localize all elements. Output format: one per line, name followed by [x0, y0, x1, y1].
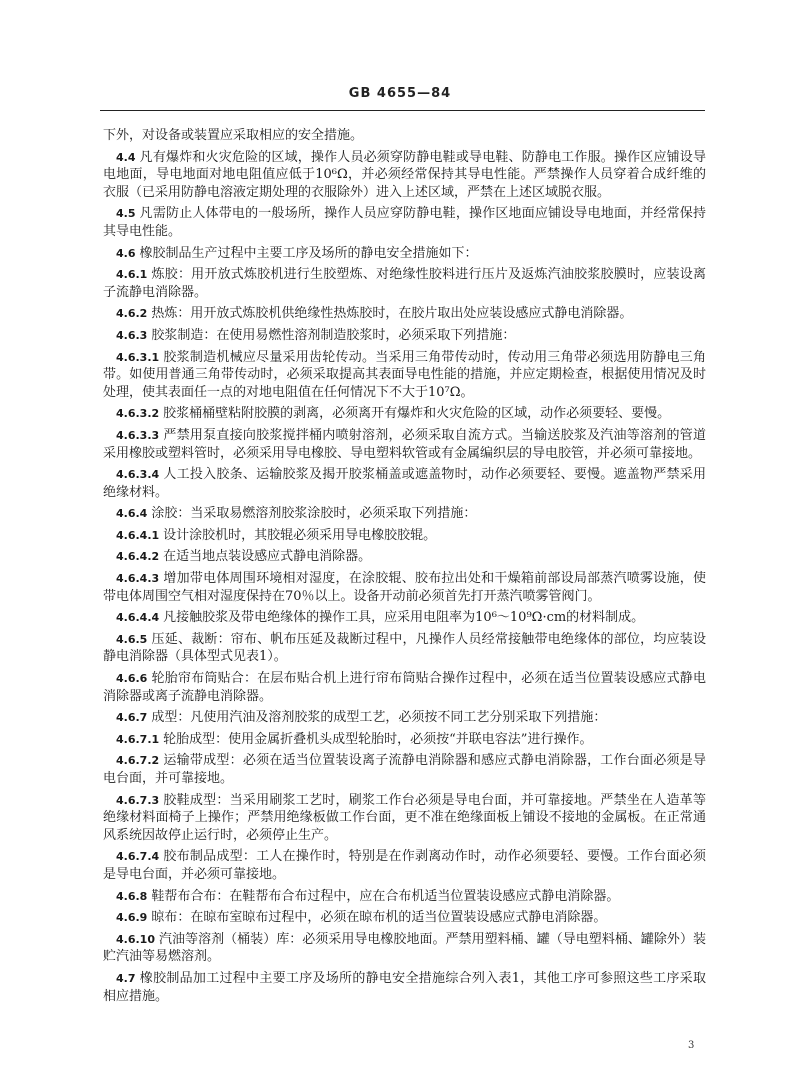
clause-number: 4.7: [116, 971, 136, 985]
paragraph-text: 汽油等溶剂（桶装）库：必须采用导电橡胶地面。严禁用塑料桶、罐（导电塑料桶、罐除外）装贮汽油等易燃溶剂。: [103, 931, 706, 965]
clause-number: 4.6.3: [116, 328, 148, 342]
clause-number: 4.6.3.4: [116, 468, 160, 482]
paragraph-text: 涂胶：当采取易燃溶剂胶浆涂胶时，必须采取下列措施：: [151, 506, 477, 522]
paragraph: [103, 505, 706, 523]
paragraph-text: 轮胎成型：使用金属折叠机头成型轮胎时，必须按“并联电容法”进行操作。: [163, 731, 593, 747]
paragraph-text: 在适当地点装设感应式静电消除器。: [163, 549, 372, 565]
paragraph: [103, 609, 706, 627]
paragraph: [103, 405, 706, 423]
paragraph-text: 设计涂胶机时，其胶辊必须采用导电橡胶胶辊。: [163, 527, 437, 543]
clause-number: 4.6.1: [116, 268, 148, 282]
clause-number: 4.6.5: [116, 632, 148, 646]
paragraph: [103, 205, 706, 240]
paragraph: [103, 631, 706, 666]
paragraph: [103, 709, 706, 727]
paragraph: [103, 127, 706, 145]
paragraph-text: 凡接触胶浆及带电绝缘体的操作工具，应采用电阻率为10⁶～10⁹Ω·cm的材料制成。: [163, 610, 645, 626]
paragraph-text: 胶浆制造机械应尽量采用齿轮传动。当采用三角带传动时，传动用三角带必须选用防静电三角带。如使用普通三角带传动时，必须采取提高其表面导电性能的措施，并应定期检查，根据使用情况及时处理，使其表面任一点的对地电阻值在任何情况下不大于10⁷Ω。: [103, 349, 706, 400]
paragraph-text: 橡胶制品加工过程中主要工序及场所的静电安全措施综合列入表1，其他工序可参照这些工序采取相应措施。: [103, 970, 706, 1004]
paragraph-text: 胶布制品成型：工人在操作时，特别是在作剥离动作时，动作必须要轻、要慢。工作台面必须是导电台面，并必须可靠接地。: [103, 849, 706, 882]
paragraph: [103, 266, 706, 301]
paragraph: [103, 548, 706, 566]
clause-number: 4.6.6: [116, 672, 148, 686]
clause-number: 4.6.7.2: [116, 754, 160, 768]
paragraph-text: 增加带电体周围环境相对湿度，在涂胶辊、胶布拉出处和干燥箱前部设局部蒸汽喷雾设施，使带电体周围空气相对湿度保持在70％以上。设备开动前必须首先打开蒸汽喷雾管阀门。: [103, 571, 706, 604]
paragraph-text: 严禁用泵直接向胶浆搅拌桶内喷射溶剂，必须采取自流方式。当输送胶浆及汽油等溶剂的管道采用橡胶或塑料管时，必须采用导电橡胶、导电塑料软管或有金属编织层的导电胶管，并必须可靠接地。: [103, 427, 706, 461]
paragraph-text: 晾布：在晾布室晾布过程中，必须在晾布机的适当位置装设感应式静电消除器。: [151, 910, 607, 926]
paragraph-text: 鞋帮布合布：在鞋帮布合布过程中，应在合布机适当位置装设感应式静电消除器。: [151, 888, 620, 904]
clause-number: 4.6.7.1: [116, 732, 160, 746]
clause-number: 4.6.7.3: [116, 793, 160, 807]
paragraph-text: 人工投入胶条、运输胶浆及揭开胶浆桶盖或遮盖物时，动作必须要轻、要慢。遮盖物严禁采用绝缘材料。: [103, 467, 706, 500]
clause-number: 4.6.3.3: [116, 428, 160, 442]
paragraph: [103, 931, 706, 966]
paragraph: [103, 909, 706, 927]
paragraph-text: 下外，对设备或装置应采取相应的安全措施。: [103, 128, 364, 143]
clause-number: 4.4: [116, 150, 136, 164]
clause-number: 4.6.2: [116, 307, 148, 321]
paragraph: [103, 731, 706, 749]
paragraph-text: 炼胶：用开放式炼胶机进行生胶塑炼、对绝缘性胶料进行压片及返炼汽油胶浆胶膜时，应装设离子流静电消除器。: [103, 267, 706, 300]
document-body: [103, 127, 706, 1009]
paragraph: [103, 149, 706, 202]
paragraph-text: 凡有爆炸和火灾危险的区域，操作人员必须穿防静电鞋或导电鞋、防静电工作服。操作区应铺设导电地面，导电地面对地电阻值应低于10⁶Ω，并必须经常保持其导电性能。严禁操作人员穿着合成纤维的衣服（已采用防静电溶液定期处理的衣服除外）进入上述区域，严禁在上述区域脱衣服。: [103, 149, 706, 200]
clause-number: 4.6.4: [116, 507, 148, 521]
paragraph-text: 成型：凡使用汽油及溶剂胶浆的成型工艺，必须按不同工艺分别采取下列措施：: [151, 710, 607, 726]
clause-number: 4.6: [116, 246, 136, 260]
paragraph-text: 运输带成型：必须在适当位置装设离子流静电消除器和感应式静电消除器，工作台面必须是导电台面，并可靠接地。: [103, 753, 706, 786]
paragraph-text: 压延、裁断：帘布、帆布压延及裁断过程中，凡操作人员经常接触带电绝缘体的部位，均应装设静电消除器（具体型式见表1）。: [103, 631, 706, 665]
paragraph: [103, 792, 706, 845]
clause-number: 4.6.9: [116, 911, 148, 925]
paragraph-text: 热炼：用开放式炼胶机供绝缘性热炼胶时，在胶片取出处应装设感应式静电消除器。: [151, 306, 633, 322]
clause-number: 4.6.4.4: [116, 611, 160, 625]
clause-number: 4.6.8: [116, 889, 148, 903]
paragraph: [103, 327, 706, 345]
clause-number: 4.5: [116, 207, 136, 221]
paragraph: [103, 427, 706, 462]
paragraph: [103, 752, 706, 787]
paragraph: [103, 970, 706, 1005]
paragraph: [103, 527, 706, 545]
paragraph: [103, 466, 706, 501]
paragraph-text: 轮胎帘布筒贴合：在层布贴合机上进行帘布筒贴合操作过程中，必须在适当位置装设感应式静电消除器或离子流静电消除器。: [103, 671, 706, 704]
clause-number: 4.6.7: [116, 711, 148, 725]
clause-number: 4.6.4.3: [116, 572, 160, 586]
clause-number: 4.6.3.1: [116, 350, 160, 364]
clause-number: 4.6.4.1: [116, 528, 160, 542]
paragraph: [103, 349, 706, 402]
paragraph-text: 凡需防止人体带电的一般场所，操作人员应穿防静电鞋，操作区地面应铺设导电地面，并经常保持其导电性能。: [103, 206, 706, 239]
paragraph: [103, 848, 706, 883]
clause-number: 4.6.4.2: [116, 550, 160, 564]
paragraph-text: 橡胶制品生产过程中主要工序及场所的静电安全措施如下：: [139, 245, 478, 261]
paragraph-text: 胶浆桶桶壁粘附胶膜的剥离，必须离开有爆炸和火灾危险的区域，动作必须要轻、要慢。: [163, 406, 671, 422]
paragraph: [103, 570, 706, 605]
paragraph-text: 胶浆制造：在使用易燃性溶剂制造胶浆时，必须采取下列措施：: [151, 327, 516, 343]
header-rule: [100, 110, 705, 111]
paragraph: [103, 670, 706, 705]
standard-code-header: GB 4655—84: [348, 86, 452, 101]
paragraph: [103, 245, 706, 263]
clause-number: 4.6.10: [116, 932, 155, 946]
clause-number: 4.6.7.4: [116, 850, 160, 864]
paragraph-text: 胶鞋成型：当采用刷浆工艺时，刷浆工作台必须是导电台面，并可靠接地。严禁坐在人造革等绝缘材料面椅子上操作；严禁用绝缘板做工作台面，更不准在绝缘面板上铺设不接地的金属板。在正常通风系统因故停止运行时，必须停止生产。: [103, 792, 706, 843]
paragraph: [103, 888, 706, 906]
paragraph: [103, 305, 706, 323]
clause-number: 4.6.3.2: [116, 407, 160, 421]
page-number: 3: [688, 1040, 695, 1051]
